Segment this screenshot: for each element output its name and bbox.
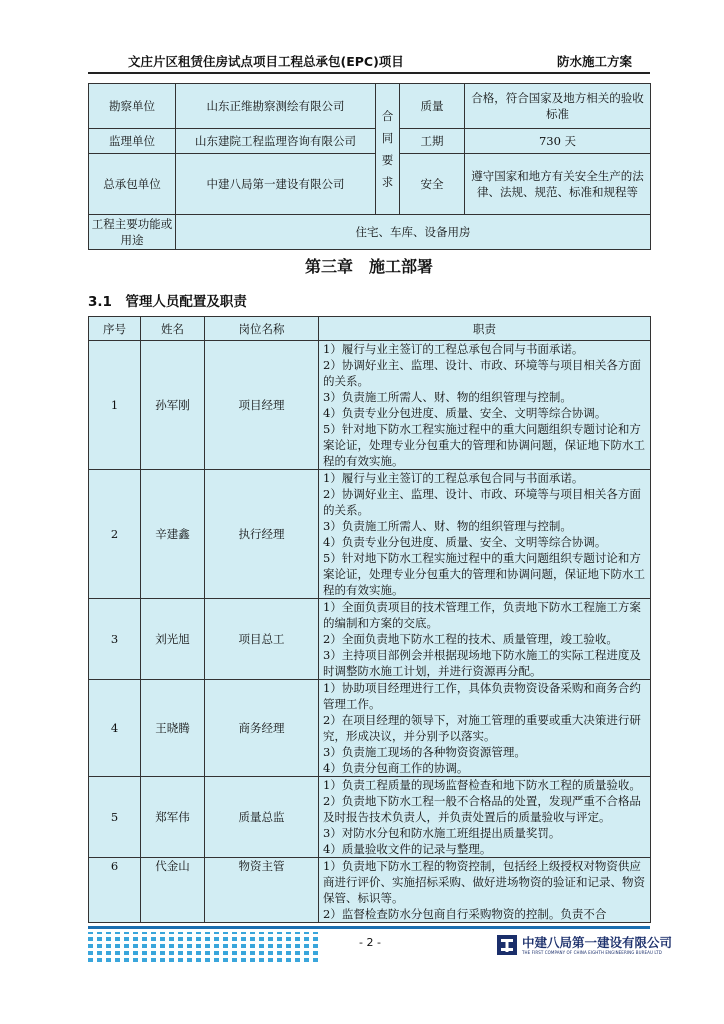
contractor-value: 中建八局第一建设有限公司	[176, 154, 376, 215]
period-value: 730 天	[465, 129, 651, 154]
row-post: 执行经理	[205, 470, 319, 599]
quality-label: 质量	[400, 84, 465, 129]
company-logo	[496, 932, 673, 960]
duty-item: 4）负责分包商工作的协调。	[323, 761, 469, 775]
duty-item: 3）对防水分包和防水施工班组提出质量奖罚。	[323, 826, 561, 840]
row-name: 王晓腾	[141, 680, 205, 777]
row-duties	[319, 470, 651, 599]
row-name: 刘光旭	[141, 599, 205, 680]
duty-item: 2）协调好业主、监理、设计、市政、环境等与项目相关各方面的关系。	[323, 487, 641, 517]
safety-label: 安全	[400, 154, 465, 215]
footer-decoration	[88, 932, 320, 962]
duty-item: 1）负责工程质量的现场监督检查和地下防水工程的质量验收。	[323, 778, 641, 792]
row-duties	[319, 341, 651, 470]
project-title: 文庄片区租赁住房试点项目工程总承包(EPC)项目	[128, 54, 404, 69]
row-post: 物资主管	[205, 858, 319, 923]
supervision-unit-value: 山东建院工程监理咨询有限公司	[176, 129, 376, 154]
duty-item: 2）全面负责地下防水工程的技术、质量管理，竣工验收。	[323, 632, 618, 646]
table-row	[89, 341, 651, 470]
chapter-title: 第三章 施工部署	[304, 257, 433, 276]
duty-item: 2）监督检查防水分包商自行采购物资的控制。负责不合	[323, 907, 607, 921]
row-post: 商务经理	[205, 680, 319, 777]
survey-unit-value: 山东正维勘察测绘有限公司	[176, 84, 376, 129]
row-no: 1	[89, 341, 141, 470]
row-post: 质量总监	[205, 777, 319, 858]
duty-item: 1）全面负责项目的技术管理工作，负责地下防水工程施工方案的编制和方案的交底。	[323, 600, 641, 630]
project-info-table	[88, 83, 651, 250]
duty-item: 2）协调好业主、监理、设计、市政、环境等与项目相关各方面的关系。	[323, 358, 641, 388]
function-value: 住宅、车库、设备用房	[176, 215, 651, 250]
function-label: 工程主要功能或用途	[89, 215, 176, 250]
header-duties: 职责	[319, 317, 651, 341]
supervision-unit-label: 监理单位	[89, 129, 176, 154]
duty-item: 1）协助项目经理进行工作，具体负责物资设备采购和商务合约管理工作。	[323, 681, 641, 711]
contract-requirements-label: 合 同 要 求	[376, 84, 400, 215]
duty-item: 3）负责施工所需人、财、物的组织管理与控制。	[323, 519, 572, 533]
row-name: 郑军伟	[141, 777, 205, 858]
staff-duties-table	[88, 316, 651, 923]
row-no: 3	[89, 599, 141, 680]
duty-item: 4）负责专业分包进度、质量、安全、文明等综合协调。	[323, 535, 607, 549]
section-title: 3.1 管理人员配置及职责	[88, 294, 247, 310]
table-row	[89, 858, 651, 923]
row-duties	[319, 680, 651, 777]
quality-value: 合格，符合国家及地方相关的验收标准	[465, 84, 651, 129]
row-post: 项目总工	[205, 599, 319, 680]
row-no: 5	[89, 777, 141, 858]
duty-item: 5）针对地下防水工程实施过程中的重大问题组织专题讨论和方案论证，处理专业分包重大的管理和协调问题，保证地下防水工程的有效实施。	[323, 551, 645, 597]
row-name: 代金山	[141, 858, 205, 923]
duty-item: 2）在项目经理的领导下，对施工管理的重要或重大决策进行研究，形成决议，并分别予以落实。	[323, 713, 641, 743]
duty-item: 2）负责地下防水工程一般不合格品的处置，发现严重不合格品及时报告技术负责人，并负责处置后的质量验收与评定。	[323, 794, 641, 824]
duty-item: 4）质量验收文件的记录与整理。	[323, 842, 492, 856]
table-row	[89, 599, 651, 680]
page-number: - 2 -	[359, 936, 381, 949]
row-duties	[319, 777, 651, 858]
period-label: 工期	[400, 129, 465, 154]
row-no: 4	[89, 680, 141, 777]
company-mark-icon	[496, 934, 518, 956]
row-no: 2	[89, 470, 141, 599]
duty-item: 4）负责专业分包进度、质量、安全、文明等综合协调。	[323, 406, 607, 420]
row-no: 6	[89, 858, 141, 923]
header-no: 序号	[89, 317, 141, 341]
page-header	[88, 48, 650, 74]
duty-item: 1）负责地下防水工程的物资控制，包括经上级授权对物资供应商进行评价、实施招标采购、做好进场物资的验证和记录、物资保管、标识等。	[323, 859, 645, 905]
row-duties	[319, 599, 651, 680]
row-name: 孙军刚	[141, 341, 205, 470]
row-duties	[319, 858, 651, 923]
duty-item: 3）负责施工所需人、财、物的组织管理与控制。	[323, 390, 572, 404]
company-english-name: THE FIRST COMPANY OF CHINA EIGHTH ENGINEERING BUREAU LTD	[522, 950, 662, 955]
table-row	[89, 680, 651, 777]
contractor-label: 总承包单位	[89, 154, 176, 215]
safety-value: 遵守国家和地方有关安全生产的法律、法规、规范、标准和规程等	[465, 154, 651, 215]
header-post: 岗位名称	[205, 317, 319, 341]
company-name: 中建八局第一建设有限公司	[522, 935, 673, 950]
duty-item: 3）主持项目部例会并根据现场地下防水施工的实际工程进度及时调整防水施工计划，并进行资源再分配。	[323, 648, 641, 678]
duty-item: 3）负责施工现场的各种物资资源管理。	[323, 745, 526, 759]
row-post: 项目经理	[205, 341, 319, 470]
table-row	[89, 470, 651, 599]
duty-item: 1）履行与业主签订的工程总承包合同与书面承诺。	[323, 471, 584, 485]
row-name: 辛建鑫	[141, 470, 205, 599]
header-name: 姓名	[141, 317, 205, 341]
duty-item: 5）针对地下防水工程实施过程中的重大问题组织专题讨论和方案论证，处理专业分包重大的管理和协调问题，保证地下防水工程的有效实施。	[323, 422, 645, 468]
table-row	[89, 777, 651, 858]
document-title: 防水施工方案	[556, 54, 632, 69]
footer-rule	[88, 926, 650, 929]
survey-unit-label: 勘察单位	[89, 84, 176, 129]
duty-item: 1）履行与业主签订的工程总承包合同与书面承诺。	[323, 342, 584, 356]
